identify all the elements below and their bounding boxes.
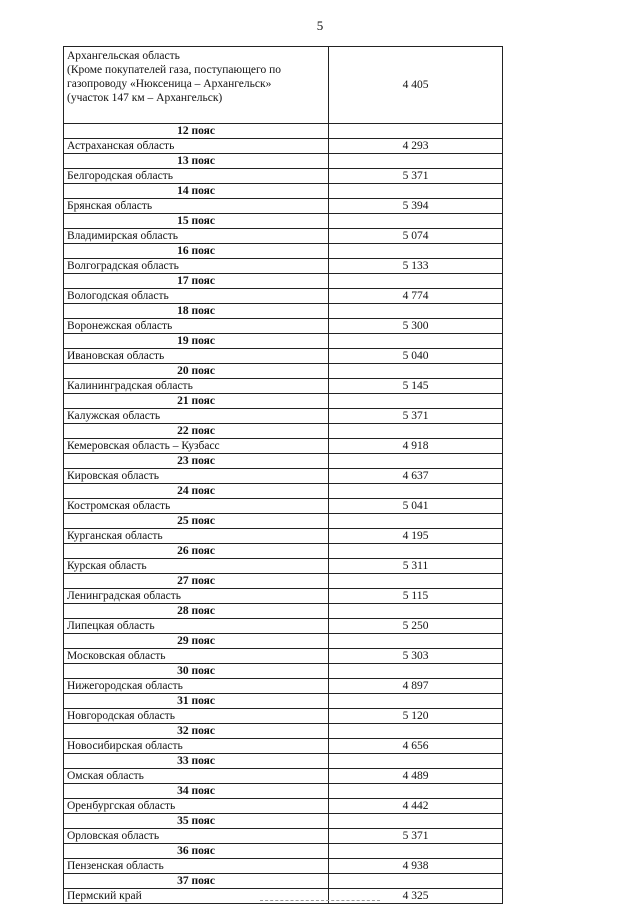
table-row (64, 859, 503, 874)
table-row (64, 799, 503, 814)
region-cell: Ленинградская область (64, 589, 329, 604)
value-cell: 5 115 (329, 589, 503, 604)
belt-blank-cell (329, 364, 503, 379)
belt-label: 27 пояс (64, 574, 329, 589)
region-line: (участок 147 км – Архангельск) (67, 92, 223, 104)
region-cell: Новгородская область (64, 709, 329, 724)
region-cell: Астраханская область (64, 139, 329, 154)
belt-row (64, 214, 503, 229)
value-cell: 5 145 (329, 379, 503, 394)
belt-label: 32 пояс (64, 724, 329, 739)
value-cell: 4 656 (329, 739, 503, 754)
region-cell: Пермский край (64, 889, 329, 904)
price-table-body (64, 47, 503, 904)
value-cell: 4 293 (329, 139, 503, 154)
region-cell: Владимирская область (64, 229, 329, 244)
value-cell: 4 489 (329, 769, 503, 784)
belt-label: 20 пояс (64, 364, 329, 379)
value-cell: 4 897 (329, 679, 503, 694)
region-cell: Орловская область (64, 829, 329, 844)
belt-blank-cell (329, 784, 503, 799)
belt-label: 37 пояс (64, 874, 329, 889)
belt-row (64, 574, 503, 589)
belt-row (64, 754, 503, 769)
region-cell (64, 47, 329, 124)
region-cell: Липецкая область (64, 619, 329, 634)
region-line: газопроводу «Нюксеница – Архангельск» (67, 78, 272, 90)
value-cell: 4 774 (329, 289, 503, 304)
belt-label: 22 пояс (64, 424, 329, 439)
value-cell: 5 303 (329, 649, 503, 664)
belt-blank-cell (329, 694, 503, 709)
belt-blank-cell (329, 604, 503, 619)
belt-blank-cell (329, 154, 503, 169)
belt-blank-cell (329, 244, 503, 259)
belt-label: 30 пояс (64, 664, 329, 679)
belt-label: 31 пояс (64, 694, 329, 709)
belt-row (64, 514, 503, 529)
belt-blank-cell (329, 124, 503, 139)
belt-blank-cell (329, 424, 503, 439)
value-cell: 5 040 (329, 349, 503, 364)
belt-label: 28 пояс (64, 604, 329, 619)
belt-blank-cell (329, 394, 503, 409)
belt-blank-cell (329, 274, 503, 289)
belt-blank-cell (329, 484, 503, 499)
value-cell: 4 938 (329, 859, 503, 874)
region-cell: Кемеровская область – Кузбасс (64, 439, 329, 454)
region-cell: Курганская область (64, 529, 329, 544)
region-cell: Вологодская область (64, 289, 329, 304)
region-cell: Белгородская область (64, 169, 329, 184)
value-cell: 5 074 (329, 229, 503, 244)
table-row (64, 469, 503, 484)
belt-row (64, 544, 503, 559)
belt-label: 23 пояс (64, 454, 329, 469)
value-cell: 5 250 (329, 619, 503, 634)
table-row (64, 319, 503, 334)
belt-row (64, 604, 503, 619)
belt-row (64, 304, 503, 319)
belt-label: 13 пояс (64, 154, 329, 169)
value-cell: 4 405 (329, 47, 503, 124)
belt-row (64, 724, 503, 739)
belt-label: 14 пояс (64, 184, 329, 199)
price-table (63, 46, 503, 904)
table-row (64, 589, 503, 604)
value-cell: 5 394 (329, 199, 503, 214)
belt-row (64, 244, 503, 259)
table-row (64, 679, 503, 694)
belt-label: 35 пояс (64, 814, 329, 829)
belt-blank-cell (329, 184, 503, 199)
table-row (64, 259, 503, 274)
value-cell: 5 041 (329, 499, 503, 514)
belt-label: 12 пояс (64, 124, 329, 139)
table-row (64, 349, 503, 364)
value-cell: 4 918 (329, 439, 503, 454)
value-cell: 4 325 (329, 889, 503, 904)
value-cell: 5 300 (329, 319, 503, 334)
belt-blank-cell (329, 334, 503, 349)
value-cell: 4 637 (329, 469, 503, 484)
table-row (64, 559, 503, 574)
region-cell: Пензенская область (64, 859, 329, 874)
belt-blank-cell (329, 634, 503, 649)
table-row (64, 499, 503, 514)
belt-row (64, 124, 503, 139)
belt-label: 16 пояс (64, 244, 329, 259)
region-cell: Ивановская область (64, 349, 329, 364)
table-row (64, 289, 503, 304)
belt-blank-cell (329, 514, 503, 529)
belt-blank-cell (329, 844, 503, 859)
table-row (64, 709, 503, 724)
region-line: Архангельская область (67, 50, 180, 62)
belt-label: 18 пояс (64, 304, 329, 319)
belt-row (64, 364, 503, 379)
region-line: (Кроме покупателей газа, поступающего по (67, 64, 281, 76)
belt-row (64, 784, 503, 799)
belt-blank-cell (329, 214, 503, 229)
value-cell: 5 371 (329, 409, 503, 424)
belt-row (64, 874, 503, 889)
region-cell: Нижегородская область (64, 679, 329, 694)
belt-blank-cell (329, 544, 503, 559)
belt-row (64, 274, 503, 289)
value-cell: 5 120 (329, 709, 503, 724)
region-cell: Калужская область (64, 409, 329, 424)
belt-blank-cell (329, 754, 503, 769)
belt-blank-cell (329, 304, 503, 319)
region-cell: Волгоградская область (64, 259, 329, 274)
belt-blank-cell (329, 454, 503, 469)
belt-label: 17 пояс (64, 274, 329, 289)
region-cell: Московская область (64, 649, 329, 664)
table-row (64, 409, 503, 424)
belt-row (64, 664, 503, 679)
belt-row (64, 844, 503, 859)
table-row (64, 829, 503, 844)
belt-blank-cell (329, 574, 503, 589)
table-row (64, 229, 503, 244)
belt-label: 33 пояс (64, 754, 329, 769)
belt-blank-cell (329, 814, 503, 829)
belt-label: 26 пояс (64, 544, 329, 559)
belt-label: 24 пояс (64, 484, 329, 499)
region-cell: Кировская область (64, 469, 329, 484)
value-cell: 5 371 (329, 829, 503, 844)
region-cell: Оренбургская область (64, 799, 329, 814)
table-row (64, 169, 503, 184)
belt-label: 15 пояс (64, 214, 329, 229)
table-row-arkhangelsk (64, 47, 503, 124)
value-cell: 5 133 (329, 259, 503, 274)
belt-row (64, 424, 503, 439)
value-cell: 4 442 (329, 799, 503, 814)
belt-label: 19 пояс (64, 334, 329, 349)
table-row (64, 619, 503, 634)
value-cell: 5 371 (329, 169, 503, 184)
belt-label: 21 пояс (64, 394, 329, 409)
belt-label: 25 пояс (64, 514, 329, 529)
belt-blank-cell (329, 664, 503, 679)
region-cell: Омская область (64, 769, 329, 784)
belt-row (64, 694, 503, 709)
table-row (64, 199, 503, 214)
belt-row (64, 334, 503, 349)
page-number: 5 (316, 18, 324, 33)
belt-row (64, 154, 503, 169)
belt-blank-cell (329, 724, 503, 739)
table-row (64, 649, 503, 664)
region-cell: Воронежская область (64, 319, 329, 334)
region-cell: Брянская область (64, 199, 329, 214)
belt-row (64, 484, 503, 499)
table-row (64, 379, 503, 394)
value-cell: 5 311 (329, 559, 503, 574)
value-cell: 4 195 (329, 529, 503, 544)
table-row (64, 439, 503, 454)
belt-row (64, 184, 503, 199)
region-cell: Новосибирская область (64, 739, 329, 754)
belt-label: 36 пояс (64, 844, 329, 859)
belt-row (64, 814, 503, 829)
region-cell: Костромская область (64, 499, 329, 514)
region-cell: Курская область (64, 559, 329, 574)
belt-row (64, 454, 503, 469)
table-row (64, 529, 503, 544)
bottom-mark (260, 900, 380, 902)
table-row (64, 739, 503, 754)
belt-row (64, 634, 503, 649)
belt-blank-cell (329, 874, 503, 889)
table-row (64, 769, 503, 784)
region-cell: Калининградская область (64, 379, 329, 394)
table-row (64, 139, 503, 154)
belt-label: 29 пояс (64, 634, 329, 649)
belt-row (64, 394, 503, 409)
belt-label: 34 пояс (64, 784, 329, 799)
